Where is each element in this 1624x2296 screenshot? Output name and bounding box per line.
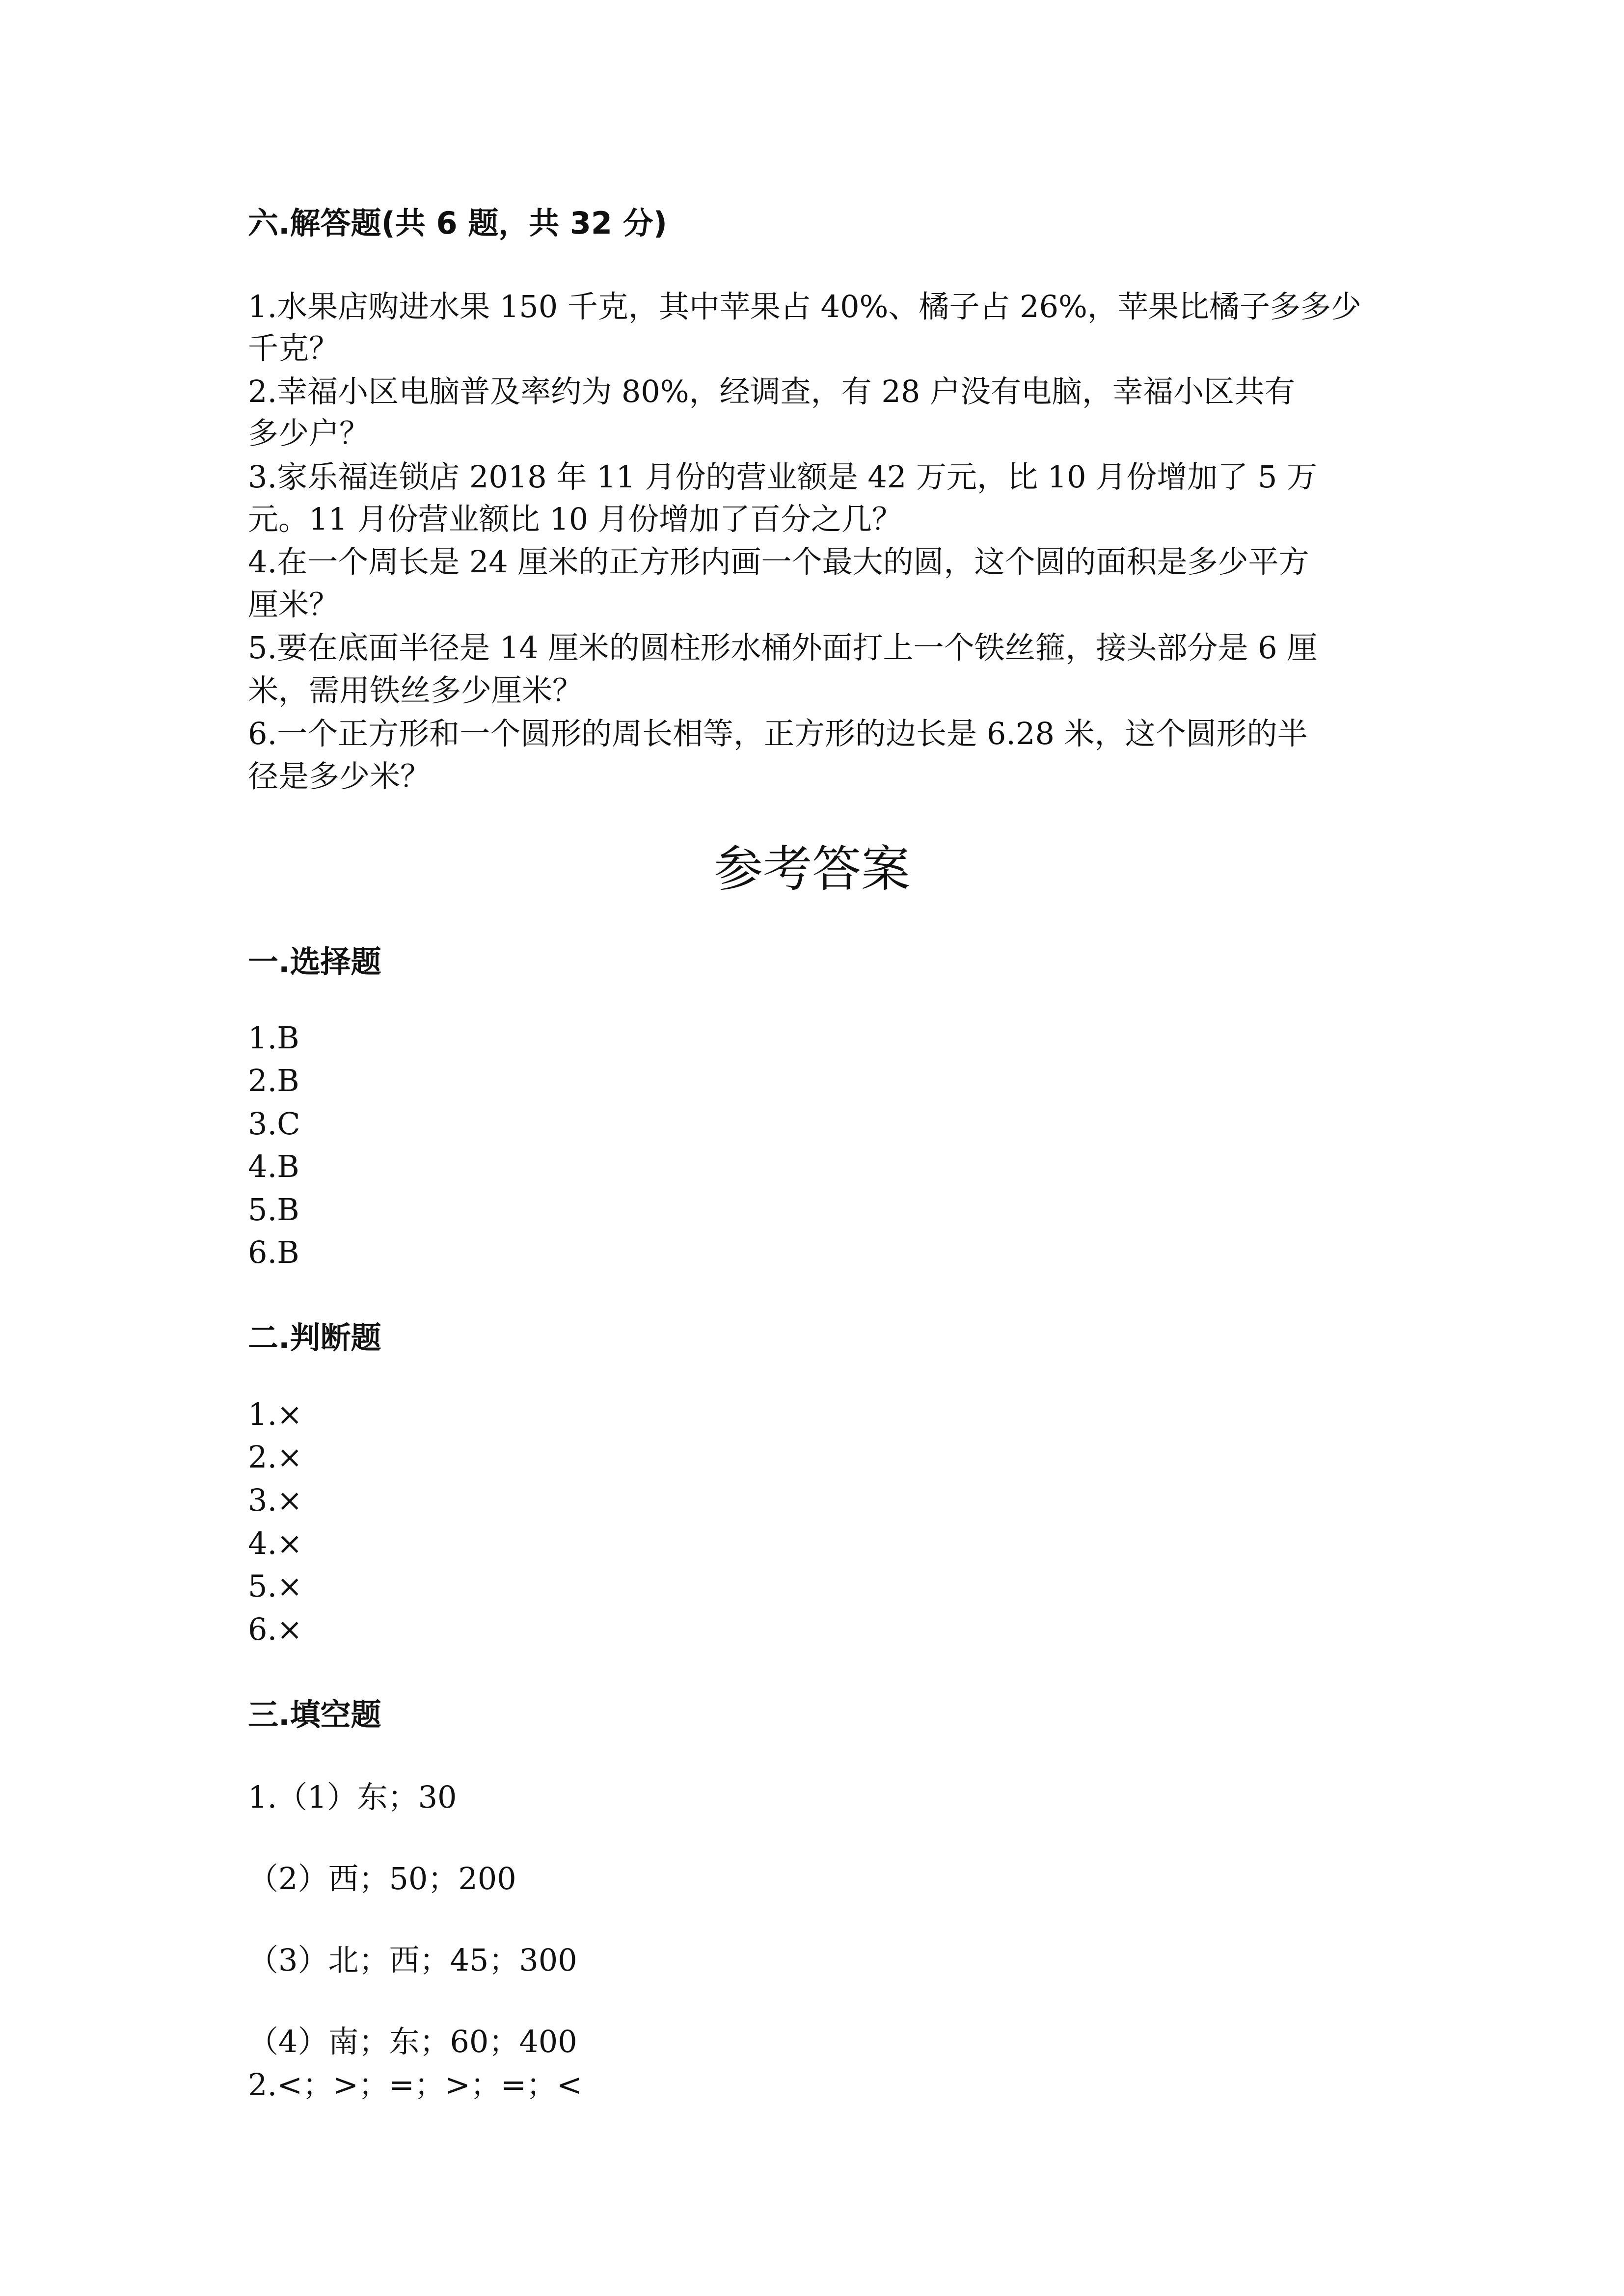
- answer-judge-6: 6.×: [248, 1611, 303, 1647]
- q5-line1: 5.要在底面半径是 14 厘米的圆柱形水桶外面打上一个铁丝箍，接头部分是 6 厘: [248, 630, 1318, 666]
- q6-line2: 径是多少米？: [248, 758, 431, 794]
- answer-choice-3: 3.C: [248, 1106, 300, 1142]
- answer-choice-4: 4.B: [248, 1148, 299, 1184]
- answer-fill-2: 2.<；>；=；>；=；<: [248, 2067, 582, 2103]
- q6-line1: 6.一个正方形和一个圆形的周长相等，正方形的边长是 6.28 米，这个圆形的半: [248, 716, 1308, 751]
- answers-sec1-title: 一.选择题: [248, 944, 381, 980]
- q2-line2: 多少户？: [248, 415, 370, 451]
- answer-choice-2: 2.B: [248, 1063, 299, 1098]
- q4-line1: 4.在一个周长是 24 厘米的正方形内画一个最大的圆，这个圆的面积是多少平方: [248, 544, 1309, 580]
- answer-judge-3: 3.×: [248, 1482, 303, 1518]
- q1-line2: 千克？: [248, 330, 340, 366]
- answer-choice-5: 5.B: [248, 1192, 299, 1228]
- answer-fill-1c: （3）北；西；45；300: [248, 1942, 577, 1978]
- answer-judge-5: 5.×: [248, 1568, 303, 1604]
- answer-judge-2: 2.×: [248, 1439, 303, 1475]
- answers-sec2-title: 二.判断题: [248, 1320, 381, 1356]
- answer-judge-1: 1.×: [248, 1396, 303, 1432]
- q1-line1: 1.水果店购进水果 150 千克，其中苹果占 40%、橘子占 26%，苹果比橘子多多少: [248, 289, 1361, 324]
- q5-line2: 米，需用铁丝多少厘米？: [248, 672, 583, 708]
- answers-sec3-title: 三.填空题: [248, 1697, 381, 1733]
- answer-fill-1d: （4）南；东；60；400: [248, 2024, 577, 2059]
- answer-fill-1a: 1.（1）东；30: [248, 1779, 457, 1815]
- answer-fill-1b: （2）西；50；200: [248, 1861, 516, 1896]
- answers-title: 参考答案: [714, 840, 910, 898]
- q2-line1: 2.幸福小区电脑普及率约为 80%，经调查，有 28 户没有电脑，幸福小区共有: [248, 374, 1295, 409]
- q3-line1: 3.家乐福连锁店 2018 年 11 月份的营业额是 42 万元，比 10 月份增加了 5 万: [248, 459, 1318, 495]
- answer-choice-1: 1.B: [248, 1020, 299, 1056]
- section6-title: 六.解答题(共 6 题，共 32 分): [248, 205, 667, 241]
- answer-judge-4: 4.×: [248, 1525, 303, 1561]
- answer-choice-6: 6.B: [248, 1234, 299, 1270]
- q3-line2: 元。11 月份营业额比 10 月份增加了百分之几？: [248, 501, 902, 537]
- q4-line2: 厘米？: [248, 587, 340, 622]
